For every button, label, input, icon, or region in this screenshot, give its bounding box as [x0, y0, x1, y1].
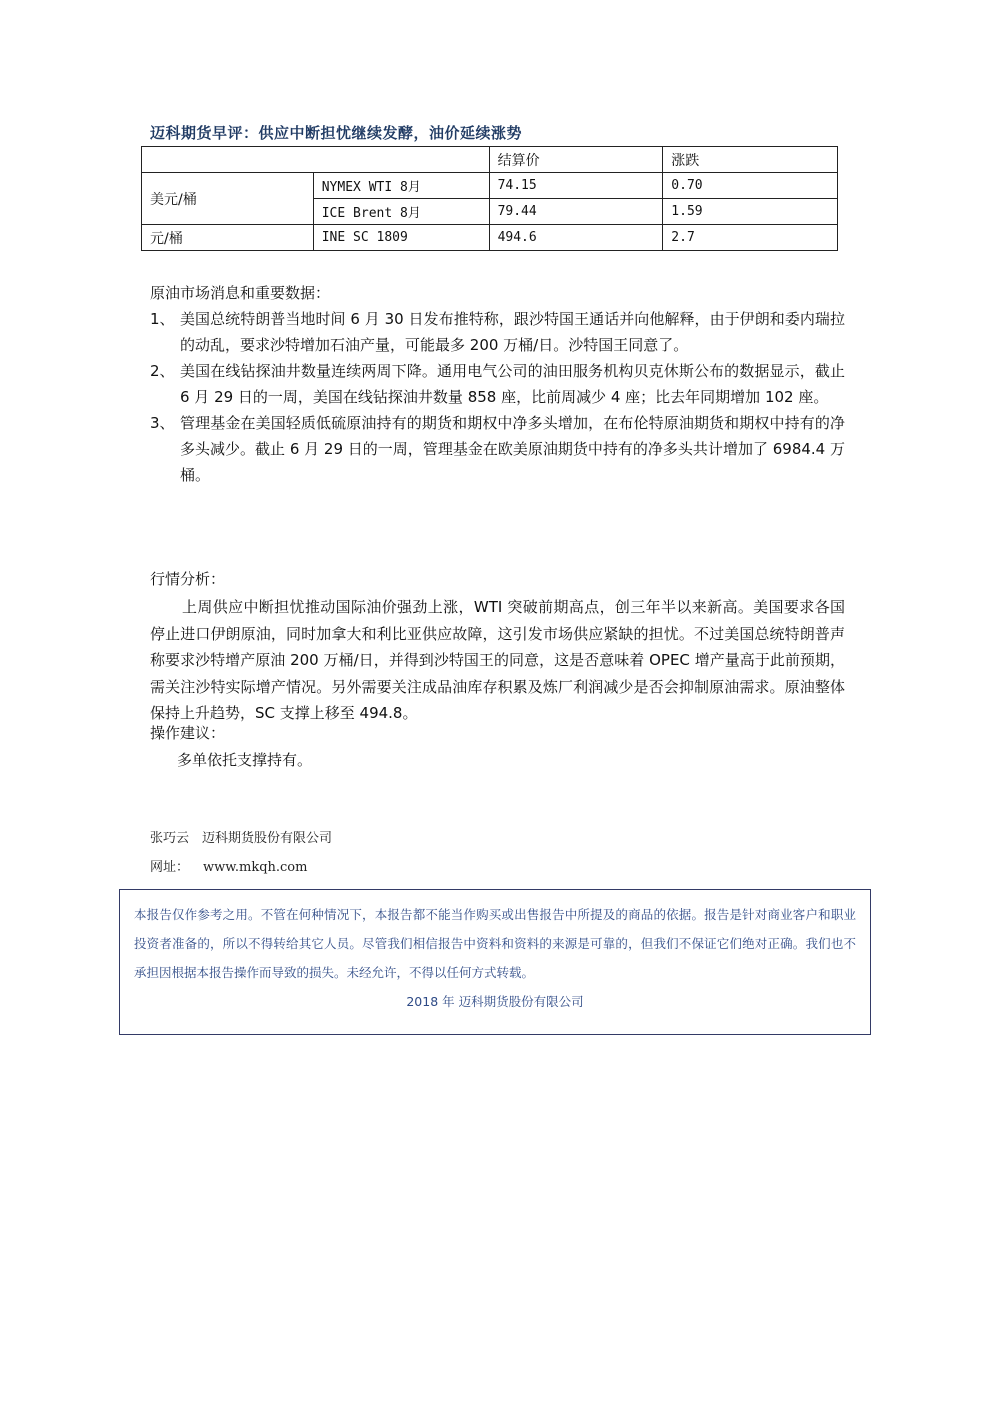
- website-link[interactable]: www.mkqh.com: [203, 860, 308, 875]
- website-line: [150, 856, 307, 875]
- website-label: 网址：: [150, 860, 190, 875]
- list-item: [150, 410, 845, 488]
- list-item: [150, 358, 845, 410]
- table-cell-contract: NYMEX WTI 8月: [313, 173, 489, 199]
- table-cell-contract: INE SC 1809: [313, 225, 489, 251]
- table-header-row: [142, 147, 838, 173]
- list-item-number: 3、: [150, 414, 175, 432]
- table-row: [142, 225, 838, 251]
- advice-heading: 操作建议：: [150, 724, 226, 742]
- list-item-number: 2、: [150, 362, 175, 380]
- advice-text: 多单依托支撑持有。: [177, 751, 313, 769]
- table-cell-price: 79.44: [489, 199, 663, 225]
- list-item-text: 美国总统特朗普当地时间 6 月 30 日发布推特称，跟沙特国王通话并向他解释，由于伊朗和委内瑞拉的动乱，要求沙特增加石油产量，可能最多 200 万桶/日。沙特国王同意了。: [180, 310, 845, 354]
- table-row: [142, 173, 838, 199]
- news-list: [150, 306, 845, 488]
- list-item-text: 管理基金在美国轻质低硫原油持有的期货和期权中净多头增加，在布伦特原油期货和期权中持有的净多头减少。截止 6 月 29 日的一周，管理基金在欧美原油期货中持有的净多头共计增加了 6984.4 万桶。: [180, 414, 845, 484]
- disclaimer-text: 本报告仅作参考之用。不管在何种情况下，本报告都不能当作购买或出售报告中所提及的商品的依据。报告是针对商业客户和职业投资者准备的，所以不得转给其它人员。尽管我们相信报告中资料和资料的来源是可靠的，但我们不保证它们绝对正确。我们也不承担因根据本报告操作而导致的损失。未经允许，不得以任何方式转载。: [134, 907, 856, 980]
- table-cell-contract: ICE Brent 8月: [313, 199, 489, 225]
- disclaimer-footer: 2018 年 迈科期货股份有限公司: [406, 994, 584, 1009]
- table-cell-unit: 美元/桶: [142, 173, 314, 225]
- price-table: [141, 146, 838, 251]
- analysis-paragraph: 上周供应中断担忧推动国际油价强劲上涨，WTI 突破前期高点，创三年半以来新高。美国要求各国停止进口伊朗原油，同时加拿大和利比亚供应故障，这引发市场供应紧缺的担忧。不过美国总统特朗普声称要求沙特增产原油 200 万桶/日，并得到沙特国王的同意，这是否意味着 OPEC 增产量高于此前预期，需关注沙特实际增产情况。另外需要关注成品油库存积累及炼厂利润减少是否会抑制原油需求。原油整体保持上升趋势，SC 支撑上移至 494.8。: [150, 598, 845, 722]
- table-cell-change: 0.70: [663, 173, 838, 199]
- list-item-text: 美国在线钻探油井数量连续两周下降。通用电气公司的油田服务机构贝克休斯公布的数据显示，截止 6 月 29 日的一周，美国在线钻探油井数量 858 座，比前周减少 4 座；比去年同期增加 102 座。: [180, 362, 845, 406]
- author-line: 张巧云 迈科期货股份有限公司: [150, 831, 333, 846]
- table-header-price: 结算价: [489, 147, 663, 173]
- list-item-number: 1、: [150, 310, 175, 328]
- page-title: 迈科期货早评：供应中断担忧继续发酵，油价延续涨势: [150, 124, 523, 142]
- table-cell-price: 494.6: [489, 225, 663, 251]
- table-header-cell: [142, 147, 490, 173]
- analysis-heading: 行情分析：: [150, 570, 226, 588]
- table-cell-unit: 元/桶: [142, 225, 314, 251]
- table-cell-change: 1.59: [663, 199, 838, 225]
- table-header-change: 涨跌: [663, 147, 838, 173]
- news-heading: 原油市场消息和重要数据：: [150, 284, 331, 302]
- list-item: [150, 306, 845, 358]
- disclaimer-box: [119, 889, 871, 1035]
- table-cell-price: 74.15: [489, 173, 663, 199]
- table-cell-change: 2.7: [663, 225, 838, 251]
